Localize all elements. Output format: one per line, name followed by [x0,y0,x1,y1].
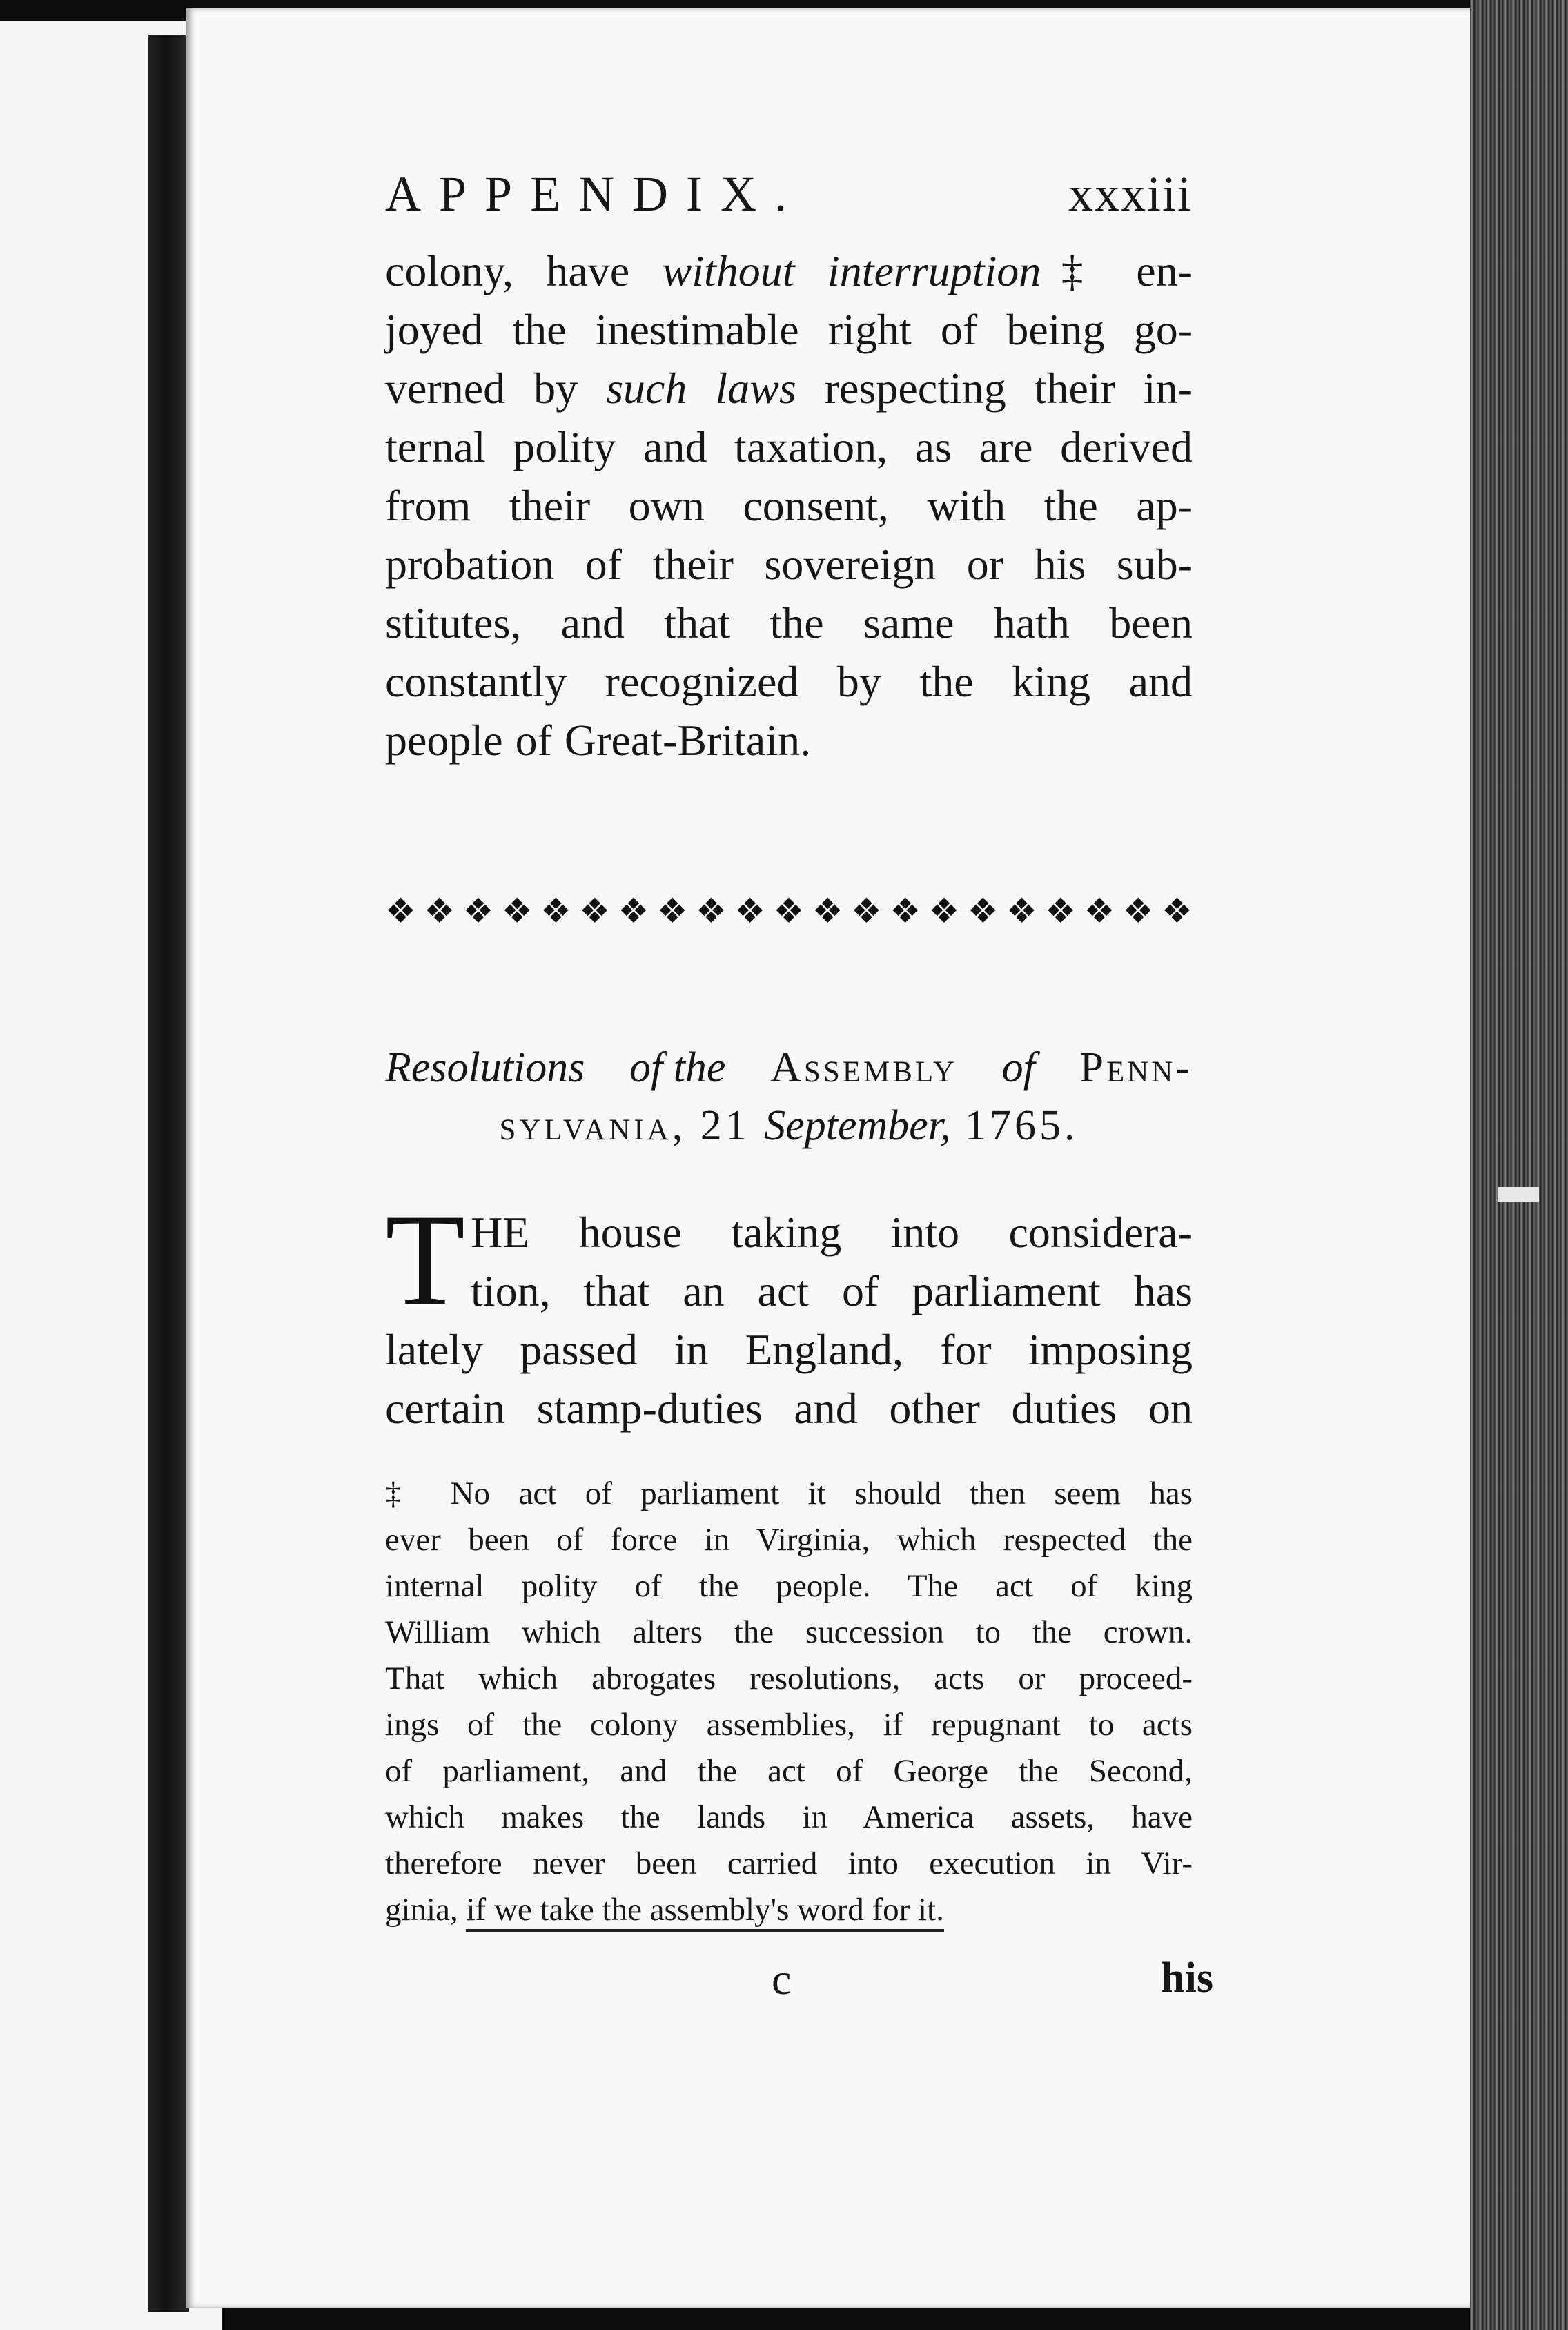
fleuron-ornament: ❖ [1084,892,1115,930]
body-line-6: probation of their sovereign or his sub- [385,540,1193,589]
body-line-4: ternal polity and taxation, as are derived [385,422,1193,471]
footnote-line-9: therefore never been carried into execution in Vir- [385,1846,1193,1881]
heading-line-2 [385,1097,1193,1155]
fleuron-ornament: ❖ [890,892,921,930]
body-line-3: verned by such laws respecting their in- [385,364,1193,413]
ornamental-rule [385,887,1193,935]
heading-word-resolutions: Resolutions [385,1044,585,1091]
body-line-1: colony, have without interruption‡ en- [385,246,1193,295]
body-line-9: people of Great-Britain. [385,716,812,765]
fleuron-ornament: ❖ [656,892,688,930]
body-line-8: constantly recognized by the king and [385,657,1193,706]
fleuron-ornament: ❖ [967,892,999,930]
running-head [385,166,1193,242]
page-fore-edges [1470,0,1568,2330]
section-heading [385,1039,1193,1155]
italic-such-laws: such laws [606,364,796,413]
fleuron-ornament: ❖ [1162,892,1193,930]
fleuron-ornament: ❖ [928,892,960,930]
signature-mark: c [772,1955,792,2004]
footnote-line-6: ings of the colony assemblies, if repugnant to acts [385,1707,1193,1743]
heading-word-sylvania: sylvania, 21 [499,1102,750,1149]
resolution-paragraph [385,1188,1193,1438]
body-line-7: stitutes, and that the same hath been [385,598,1193,647]
fleuron-ornament: ❖ [1045,892,1077,930]
footnote [385,1471,1193,1933]
paragraph-line-3: lately passed in England, for imposing [385,1325,1193,1374]
paragraph-line-1: HE house taking into considera- [471,1208,1193,1257]
heading-word-of-the: of the [629,1044,726,1091]
body-paragraph [385,242,1193,828]
heading-word-of: of [1001,1044,1035,1091]
fleuron-ornament: ❖ [773,892,805,930]
footnote-line-4: William which alters the succession to the crown. [385,1614,1193,1650]
paragraph-line-2: tion, that an act of parliament has [471,1266,1193,1315]
page-text-block [385,166,1213,2009]
book-gutter [148,35,189,2312]
fleuron-ornament: ❖ [1122,892,1154,930]
paragraph-line-4: certain stamp-duties and other duties on [385,1384,1193,1433]
heading-line-1 [385,1039,1193,1097]
fleuron-ornament: ❖ [812,892,843,930]
fleuron-ornament: ❖ [618,892,649,930]
footnote-line-3: internal polity of the people. The act of king [385,1568,1193,1604]
footnote-line-10-start: ginia, [385,1892,467,1928]
footnote-line-7: of parliament, and the act of George the Second, [385,1753,1193,1789]
fleuron-ornament: ❖ [851,892,882,930]
body-line-2: joyed the inestimable right of being go- [385,305,1193,354]
fleuron-ornament: ❖ [501,892,533,930]
fleuron-ornament: ❖ [579,892,611,930]
italic-without-interruption: without interruption [662,246,1041,295]
catchword: his [1161,1955,1213,2001]
heading-word-september: September, [764,1102,951,1149]
footnote-line-8: which makes the lands in America assets, have [385,1799,1193,1835]
heading-word-assembly: Assembly [770,1044,957,1091]
fleuron-ornament: ❖ [424,892,455,930]
fleuron-ornament: ❖ [734,892,766,930]
body-line-5: from their own consent, with the ap- [385,481,1193,530]
fleuron-ornament: ❖ [1006,892,1037,930]
footnote-line-10 [385,1887,944,1933]
footnote-line-2: ever been of force in Virginia, which respected the [385,1522,1193,1558]
page-foot [385,1954,1213,2009]
running-head-title: APPENDIX. [385,166,805,222]
heading-year: 1765. [965,1102,1079,1149]
page-number: xxxiii [1068,166,1193,222]
footnote-line-5: That which abrogates resolutions, acts or proceed- [385,1661,1193,1696]
fleuron-ornament: ❖ [540,892,571,930]
footnote-line-1: ‡ No act of parliament it should then seem has [385,1476,1193,1511]
drop-cap: T [385,1188,466,1333]
fleuron-ornament: ❖ [696,892,727,930]
fleuron-ornament: ❖ [385,892,416,930]
heading-word-penn: Penn- [1079,1044,1193,1091]
fleuron-ornament: ❖ [462,892,494,930]
footnote-underlined-phrase: if we take the assembly's word for it. [466,1892,943,1932]
